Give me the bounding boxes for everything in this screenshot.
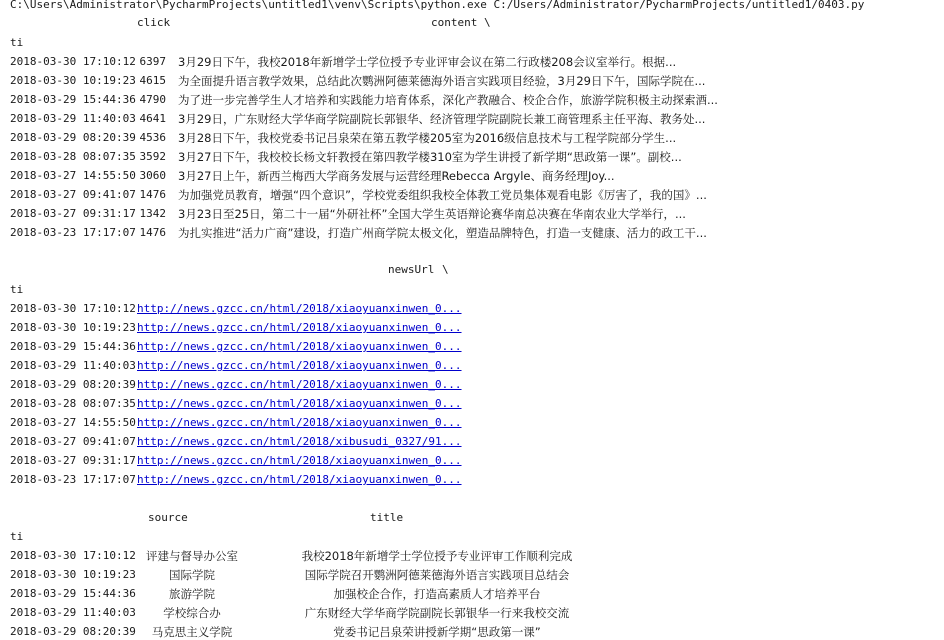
- title-text: 广东财经大学华商学院副院长郭银华一行来我校交流: [304, 606, 570, 620]
- news-url-link[interactable]: http://news.gzcc.cn/html/2018/xiaoyuanxinwen_0...: [137, 321, 462, 334]
- title-text: 国际学院召开鹦洲阿德莱德海外语言实践项目总结会: [304, 568, 570, 582]
- click-count: 4615: [139, 74, 166, 87]
- timestamp: 2018-03-27 09:31:17: [10, 454, 136, 467]
- timestamp: 2018-03-30 10:19:23: [10, 321, 136, 334]
- title-text: 我校2018年新增学士学位授予专业评审工作顺利完成: [301, 549, 573, 563]
- click-count: 1476: [139, 188, 166, 201]
- content-text: 3月27日下午，我校校长杨文轩教授在第四教学楼310室为学生讲授了新学期“思政第一课”。副校...: [178, 150, 682, 164]
- news-url-link[interactable]: http://news.gzcc.cn/html/2018/xiaoyuanxinwen_0...: [137, 378, 462, 391]
- timestamp: 2018-03-29 15:44:36: [10, 587, 136, 600]
- line-continuation: \: [484, 16, 491, 29]
- index-label: ti: [10, 36, 24, 49]
- timestamp: 2018-03-27 09:41:07: [10, 435, 136, 448]
- click-count: 4536: [139, 131, 166, 144]
- timestamp: 2018-03-27 14:55:50: [10, 416, 136, 429]
- timestamp: 2018-03-27 14:55:50: [10, 169, 136, 182]
- timestamp: 2018-03-27 09:41:07: [10, 188, 136, 201]
- source-text: 马克思主义学院: [151, 625, 233, 639]
- index-label: ti: [10, 530, 24, 543]
- timestamp: 2018-03-23 17:17:07: [10, 226, 136, 239]
- content-text: 为了进一步完善学生人才培养和实践能力培育体系，深化产教融合、校企合作，旅游学院积极主动探索酒...: [178, 93, 718, 107]
- header-block2: [10, 262, 449, 278]
- click-count: 3060: [139, 169, 166, 182]
- click-count: 3592: [139, 150, 166, 163]
- content-text: 3月23日至25日，第二十一届“外研社杯”全国大学生英语辩论赛华南总决赛在华南农业大学举行，...: [178, 207, 686, 221]
- timestamp: 2018-03-29 08:20:39: [10, 625, 136, 638]
- timestamp: 2018-03-29 15:44:36: [10, 93, 136, 106]
- content-text: 为加强党员教育，增强“四个意识”，学校党委组织我校全体教工党员集体观看电影《厉害了，我的国》...: [178, 188, 707, 202]
- news-url-link[interactable]: http://news.gzcc.cn/html/2018/xiaoyuanxinwen_0...: [137, 416, 462, 429]
- click-count: 4641: [139, 112, 166, 125]
- news-url-link[interactable]: http://news.gzcc.cn/html/2018/xiaoyuanxinwen_0...: [137, 454, 462, 467]
- timestamp: 2018-03-23 17:17:07: [10, 473, 136, 486]
- command-line: C:\Users\Administrator\PycharmProjects\untitled1\venv\Scripts\python.exe C:/Users/Administrator/PycharmProjects/untitled1/0403.py: [10, 0, 865, 11]
- header-block1: [10, 15, 491, 31]
- news-url-link[interactable]: http://news.gzcc.cn/html/2018/xiaoyuanxinwen_0...: [137, 340, 462, 353]
- timestamp: 2018-03-28 08:07:35: [10, 150, 136, 163]
- news-url-link[interactable]: http://news.gzcc.cn/html/2018/xibusudi_0327/91...: [137, 435, 462, 448]
- col-header-content: content: [431, 16, 478, 29]
- timestamp: 2018-03-29 08:20:39: [10, 131, 136, 144]
- news-url-link[interactable]: http://news.gzcc.cn/html/2018/xiaoyuanxinwen_0...: [137, 397, 462, 410]
- source-text: 评建与督导办公室: [146, 549, 238, 563]
- timestamp: 2018-03-29 11:40:03: [10, 606, 136, 619]
- source-text: 学校综合办: [163, 606, 221, 620]
- col-header-newsurl: newsUrl: [388, 263, 435, 276]
- col-header-source: source: [148, 511, 188, 524]
- timestamp: 2018-03-30 10:19:23: [10, 568, 136, 581]
- title-text: 党委书记吕泉荣讲授新学期“思政第一课”: [333, 625, 541, 639]
- source-text: 旅游学院: [169, 587, 215, 601]
- content-text: 3月27日上午，新西兰梅西大学商务发展与运营经理Rebecca Argyle、商务经理Joy...: [178, 169, 615, 183]
- index-label: ti: [10, 283, 24, 296]
- news-url-link[interactable]: http://news.gzcc.cn/html/2018/xiaoyuanxinwen_0...: [137, 473, 462, 486]
- timestamp: 2018-03-29 15:44:36: [10, 340, 136, 353]
- source-text: 国际学院: [169, 568, 215, 582]
- timestamp: 2018-03-29 11:40:03: [10, 112, 136, 125]
- click-count: 1342: [139, 207, 166, 220]
- timestamp: 2018-03-30 10:19:23: [10, 74, 136, 87]
- line-continuation: \: [442, 263, 449, 276]
- click-count: 1476: [139, 226, 166, 239]
- content-text: 为扎实推进“活力广商”建设，打造广州商学院太极文化，塑造品牌特色，打造一支健康、活力的政工干...: [178, 226, 707, 240]
- col-header-title: title: [370, 511, 404, 524]
- timestamp: 2018-03-30 17:10:12: [10, 302, 136, 315]
- header-block3: [10, 510, 404, 526]
- click-count: 4790: [139, 93, 166, 106]
- content-text: 3月28日下午，我校党委书记吕泉荣在第五教学楼205室为2016级信息技术与工程学院部分学生...: [178, 131, 677, 145]
- click-count: 6397: [139, 55, 166, 68]
- content-text: 3月29日下午，我校2018年新增学士学位授予专业评审会议在第二行政楼208会议室举行。根据...: [178, 55, 677, 69]
- col-header-click: click: [137, 16, 171, 29]
- timestamp: 2018-03-28 08:07:35: [10, 397, 136, 410]
- title-text: 加强校企合作，打造高素质人才培养平台: [333, 587, 541, 601]
- content-text: 为全面提升语言教学效果，总结此次鹦洲阿德莱德海外语言实践项目经验，3月29日下午，国际学院在...: [178, 74, 706, 88]
- timestamp: 2018-03-29 08:20:39: [10, 378, 136, 391]
- news-url-link[interactable]: http://news.gzcc.cn/html/2018/xiaoyuanxinwen_0...: [137, 302, 462, 315]
- timestamp: 2018-03-27 09:31:17: [10, 207, 136, 220]
- timestamp: 2018-03-29 11:40:03: [10, 359, 136, 372]
- content-text: 3月29日，广东财经大学华商学院副院长郭银华、经济管理学院副院长兼工商管理系主任平海、教务处...: [178, 112, 706, 126]
- timestamp: 2018-03-30 17:10:12: [10, 55, 136, 68]
- news-url-link[interactable]: http://news.gzcc.cn/html/2018/xiaoyuanxinwen_0...: [137, 359, 462, 372]
- timestamp: 2018-03-30 17:10:12: [10, 549, 136, 562]
